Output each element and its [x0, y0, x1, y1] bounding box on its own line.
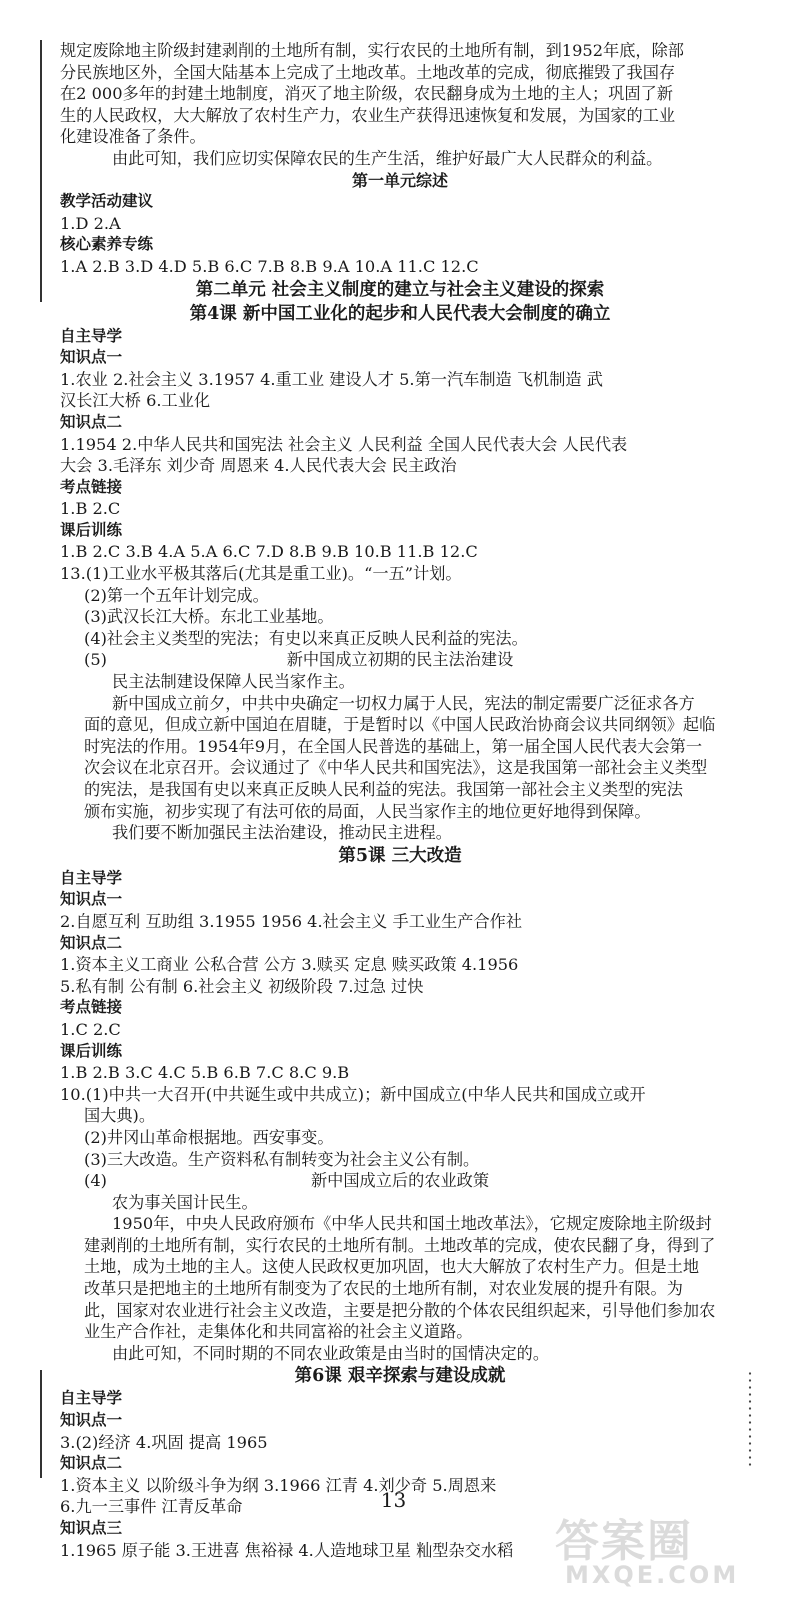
answer-line: (4)社会主义类型的宪法；有史以来真正反映人民利益的宪法。 [84, 628, 528, 648]
essay-line: 1950年，中央人民政府颁布《中华人民共和国土地改革法》，它规定废除地主阶级封 [112, 1214, 712, 1234]
section-label: 知识点二 [60, 933, 123, 952]
essay-line: 新中国成立前夕，中共中央确定一切权力属于人民，宪法的制定需要广泛征求各方 [112, 693, 695, 713]
section-label: 教学活动建议 [60, 192, 154, 211]
answer-line: (3)三大改造。生产资料私有制转变为社会主义公有制。 [84, 1149, 480, 1169]
answer-line: 2.自愿互利 互助组 3.1955 1956 4.社会主义 手工业生产合作社 [60, 911, 523, 931]
essay-thesis: 民主法制建设保障人民当家作主。 [112, 672, 355, 692]
answer-content [60, 40, 740, 1561]
essay-line: 颁布实施，初步实现了有法可依的局面，人民当家作主的地位更好地得到保障。 [84, 801, 651, 821]
section-label: 课后训练 [60, 1041, 123, 1060]
essay-line: 的宪法，是我国有史以来真正反映人民利益的宪法。我国第一部社会主义类型的宪法 [84, 780, 683, 799]
essay-number: (5) [84, 650, 107, 670]
section-label: 自主导学 [60, 1389, 123, 1408]
answer-line: 5.私有制 公有制 6.社会主义 初级阶段 7.过急 过快 [60, 976, 424, 996]
section-label: 考点链接 [60, 477, 123, 496]
essay-line: 土地，成为土地的主人。这使人民政权更加巩固，也大大解放了农村生产力。但是土地 [84, 1257, 700, 1277]
answer-line: 1.A 2.B 3.D 4.D 5.B 6.C 7.B 8.B 9.A 10.A 11.C 12.C [60, 256, 479, 276]
page-number: 13 [380, 1488, 407, 1512]
watermark-logo [555, 1505, 765, 1590]
lesson-title: 第4课 新中国工业化的起步和人民代表大会制度的确立 [189, 303, 611, 324]
essay-line: 次会议在北京召开。会议通过了《中华人民共和国宪法》，这是我国第一部社会主义类型 [84, 758, 708, 778]
essay-line: 此，国家对农业进行社会主义改造，主要是把分散的个体农民组织起来，引导他们参加农 [84, 1300, 716, 1320]
right-margin-dots [748, 1370, 752, 1470]
answer-line: 3.(2)经济 4.巩固 提高 1965 [60, 1432, 268, 1452]
section-label: 知识点一 [60, 348, 123, 367]
section-label: 知识点一 [60, 890, 123, 909]
answer-line: 1.资本主义 以阶级斗争为纲 3.1966 江青 4.刘少奇 5.周恩来 [60, 1475, 497, 1495]
section-label: 知识点二 [60, 1454, 123, 1473]
answer-line: 国大典)。 [84, 1106, 156, 1126]
essay-title: 新中国成立初期的民主法治建设 [286, 650, 514, 670]
answer-line: 1.资本主义工商业 公私合营 公方 3.赎买 定息 赎买政策 4.1956 [60, 955, 519, 975]
answer-line: 1.B 2.C [60, 499, 121, 519]
answer-line: (3)武汉长江大桥。东北工业基地。 [84, 607, 334, 627]
essay-heading-line [60, 1170, 740, 1192]
watermark-text: 答案圈 [555, 1516, 693, 1567]
answer-line: 1.1954 2.中华人民共和国宪法 社会主义 人民利益 全国人民代表大会 人民代表 [60, 434, 628, 454]
section-label: 自主导学 [60, 326, 123, 345]
essay-thesis: 农为事关国计民生。 [112, 1192, 258, 1212]
answer-line: 1.C 2.C [60, 1019, 121, 1039]
lesson-title: 第5课 三大改造 [338, 845, 462, 866]
answer-line: (2)第一个五年计划完成。 [84, 585, 269, 605]
section-title: 第一单元综述 [351, 170, 448, 190]
section-label: 自主导学 [60, 868, 123, 887]
answer-line: 大会 3.毛泽东 刘少奇 周恩来 4.人民代表大会 民主政治 [60, 456, 457, 476]
essay-line: 面的意见，但成立新中国迫在眉睫，于是暂时以《中国人民政治协商会议共同纲领》起临 [84, 715, 716, 735]
essay-line: 时宪法的作用。1954年9月，在全国人民普选的基础上，第一届全国人民代表大会第一 [84, 736, 703, 756]
essay-number: (4) [84, 1171, 107, 1191]
section-label: 知识点二 [60, 412, 123, 431]
text-line: 分民族地区外，全国大陆基本上完成了土地改革。土地改革的完成，彻底摧毁了我国存 [60, 62, 676, 82]
answer-line: 6.九一三事件 江青反革命 [60, 1497, 243, 1517]
left-margin-rule-bottom [40, 1370, 42, 1478]
answer-line: 汉长江大桥 6.工业化 [60, 391, 211, 411]
essay-line: 建剥削的土地所有制，实行农民的土地所有制。土地改革的完成，使农民翻了身，得到了 [84, 1235, 716, 1255]
answer-line: 1.农业 2.社会主义 3.1957 4.重工业 建设人才 5.第一汽车制造 飞机制造 武 [60, 369, 603, 389]
text-line: 在2 000多年的封建土地制度，消灭了地主阶级，农民翻身成为土地的主人；巩固了新 [60, 84, 673, 104]
answer-line: 13.(1)工业水平极其落后(尤其是重工业)。“一五”计划。 [60, 564, 462, 584]
answer-line: 10.(1)中共一大召开(中共诞生或中共成立)；新中国成立(中华人民共和国成立或开 [60, 1084, 646, 1104]
essay-line: 业生产合作社，走集体化和共同富裕的社会主义道路。 [84, 1322, 473, 1342]
answer-line: 1.B 2.C 3.B 4.A 5.A 6.C 7.D 8.B 9.B 10.B 11.B 12.C [60, 542, 478, 562]
section-label: 考点链接 [60, 998, 123, 1017]
essay-conclusion: 我们要不断加强民主法治建设，推动民主进程。 [112, 823, 452, 843]
section-label: 知识点三 [60, 1519, 123, 1537]
text-line: 化建设准备了条件。 [60, 127, 206, 147]
answer-line: 1.B 2.B 3.C 4.C 5.B 6.B 7.C 8.C 9.B [60, 1063, 350, 1083]
watermark-url: MXQE.COM [565, 1561, 740, 1589]
essay-heading-line [60, 649, 740, 671]
essay-line: 改革只是把地主的土地所有制变为了农民的土地所有制，对农业发展的提升有限。为 [84, 1279, 683, 1299]
essay-title: 新中国成立后的农业政策 [310, 1171, 490, 1191]
answer-line: 1.D 2.A [60, 213, 121, 233]
lesson-title: 第6课 艰辛探索与建设成就 [294, 1366, 506, 1387]
essay-conclusion: 由此可知，不同时期的不同农业政策是由当时的国情决定的。 [112, 1343, 550, 1363]
unit-title: 第二单元 社会主义制度的建立与社会主义建设的探索 [195, 279, 605, 300]
answer-line: (2)井冈山革命根据地。西安事变。 [84, 1127, 334, 1147]
left-margin-rule [40, 40, 42, 302]
text-line: 规定废除地主阶级封建剥削的土地所有制，实行农民的土地所有制，到1952年底，除部 [60, 41, 684, 60]
text-line: 生的人民政权，大大解放了农村生产力，农业生产获得迅速恢复和发展，为国家的工业 [60, 105, 676, 125]
text-line: 由此可知，我们应切实保障农民的生产生活，维护好最广大人民群众的利益。 [112, 148, 663, 168]
section-label: 课后训练 [60, 520, 123, 539]
section-label: 核心素养专练 [60, 235, 154, 254]
section-label: 知识点一 [60, 1411, 123, 1430]
answer-line: 1.1965 原子能 3.王进喜 焦裕禄 4.人造地球卫星 籼型杂交水稻 [60, 1540, 514, 1560]
